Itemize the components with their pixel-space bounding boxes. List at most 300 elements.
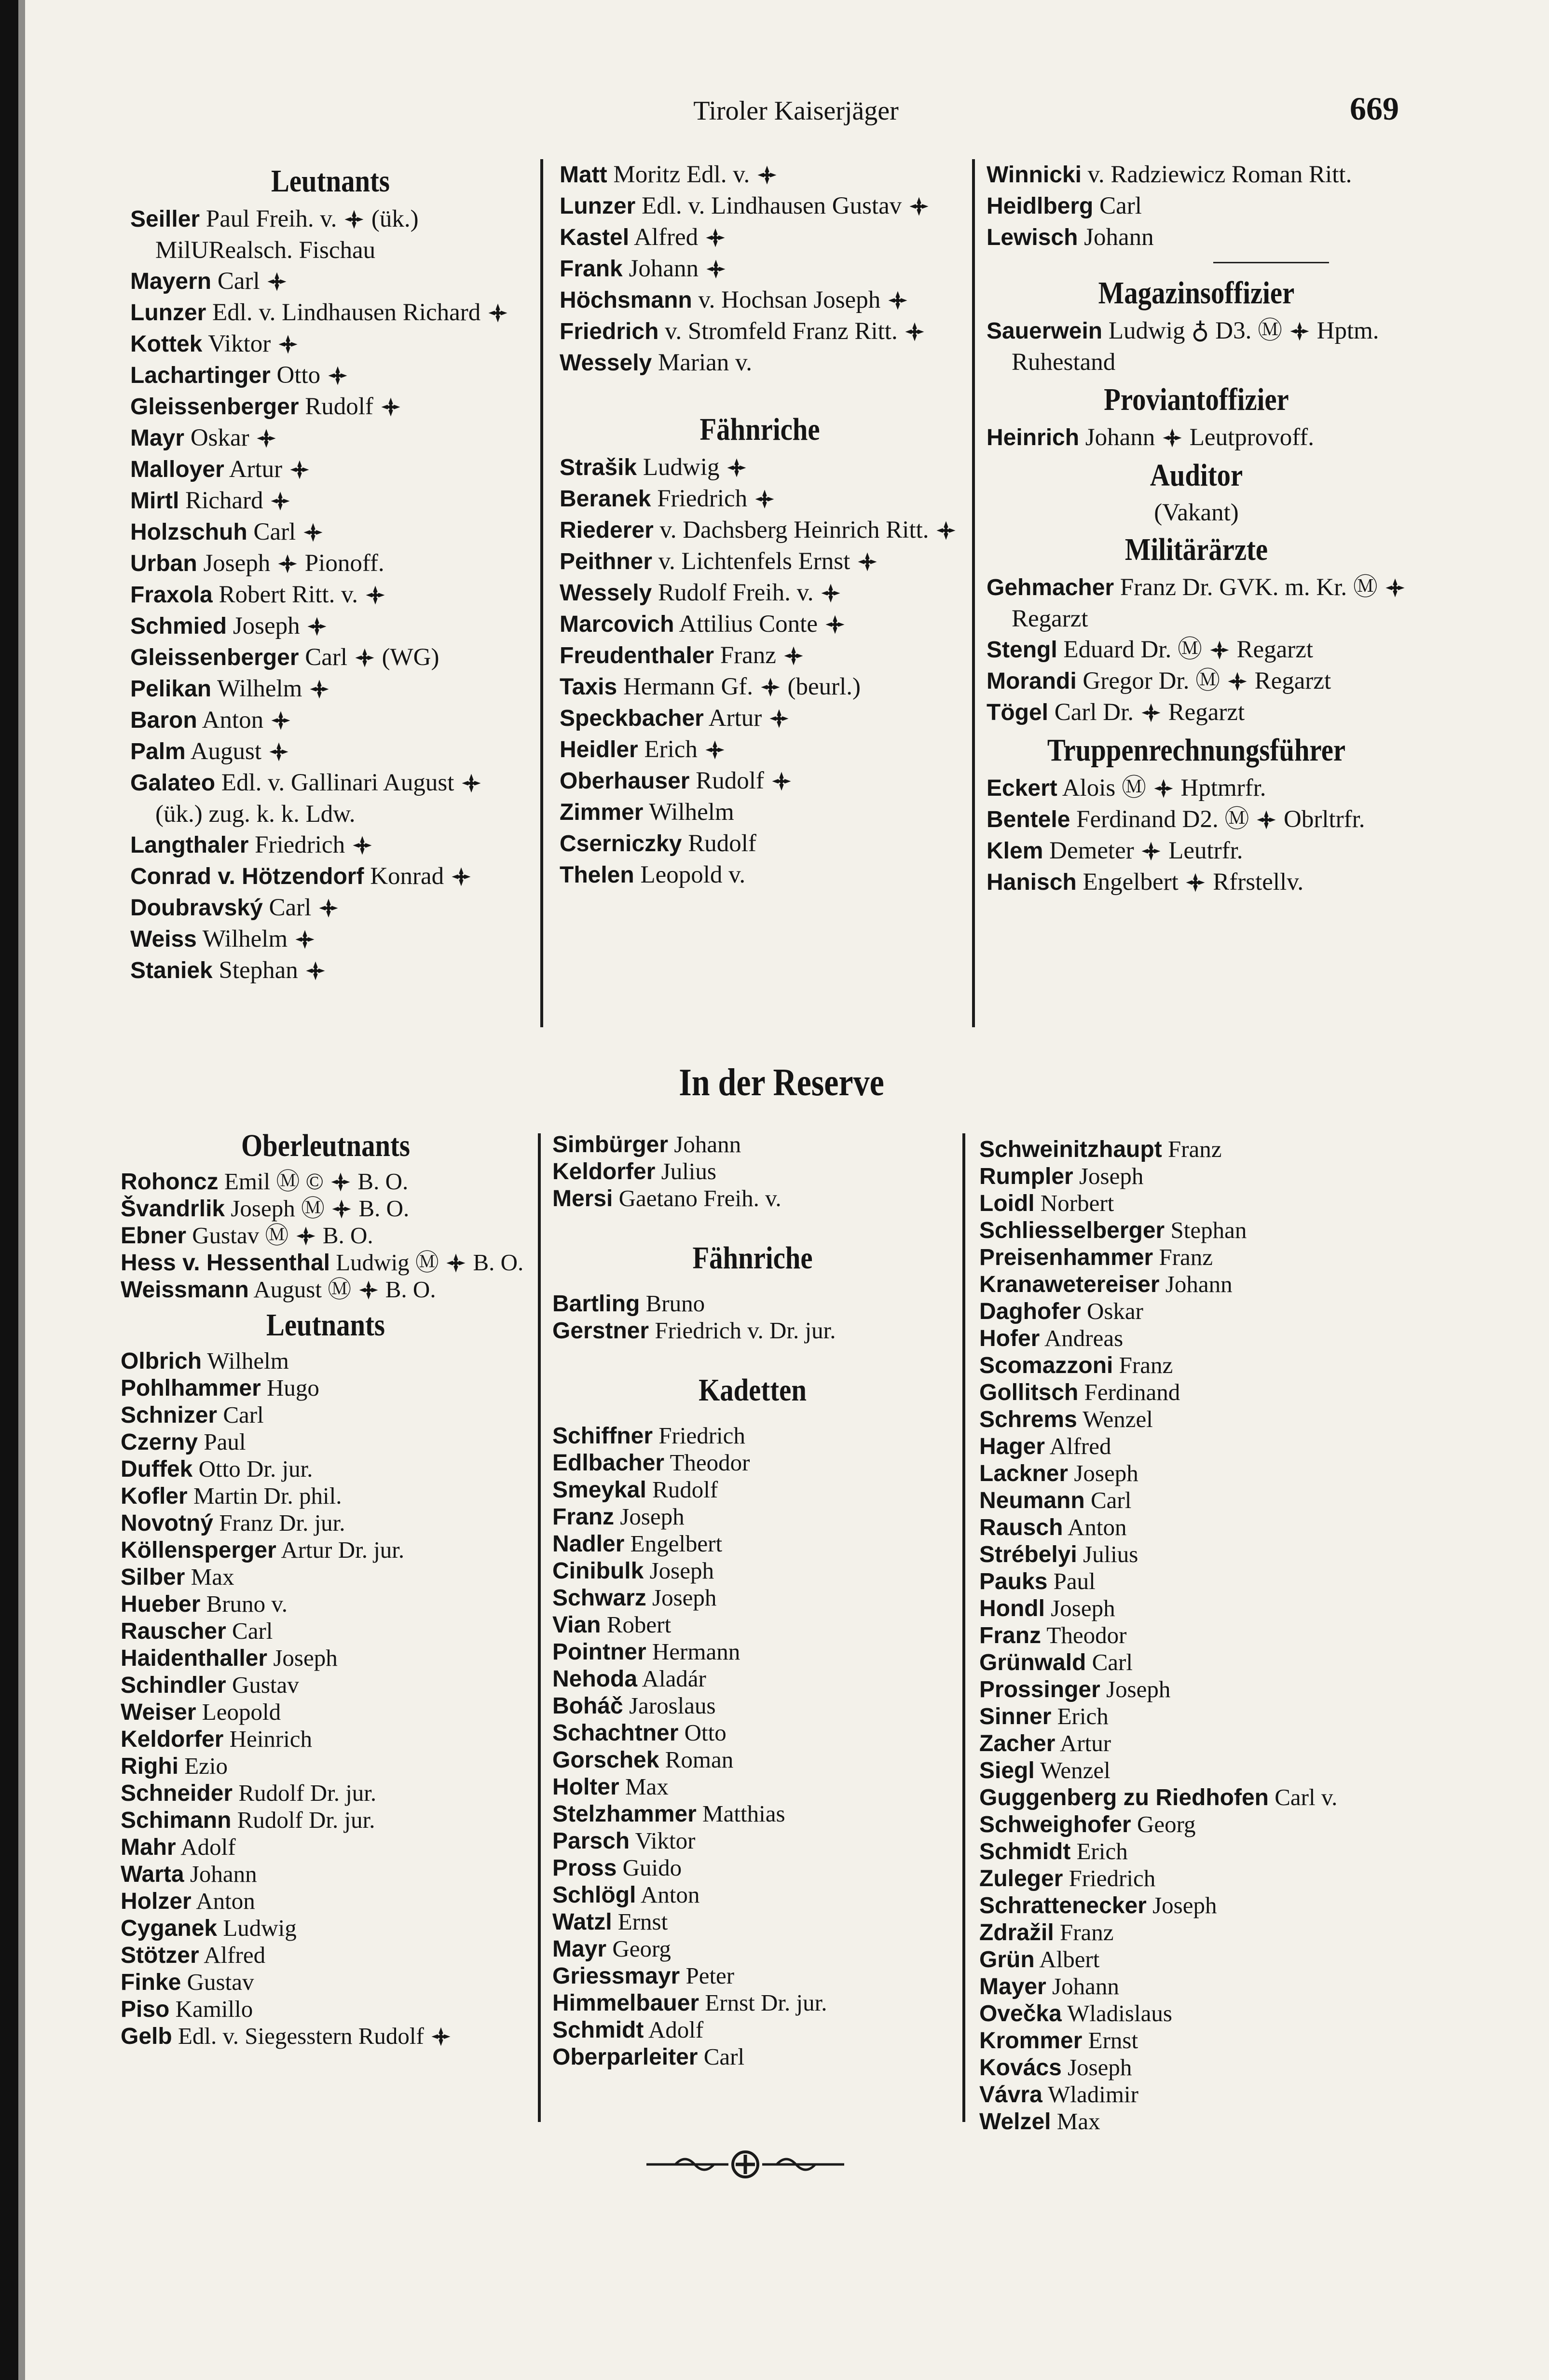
roster-entry: [560, 797, 960, 828]
entry-details: Wladimir: [1048, 2081, 1138, 2108]
entry-details: Emil Ⓜ © B. O.: [224, 1168, 409, 1195]
roster-entry: [979, 1433, 1404, 1460]
entry-surname: Sauerwein: [987, 318, 1103, 344]
roster-entry: [130, 642, 531, 673]
entry-surname: Mayer: [979, 1974, 1046, 1999]
entry-surname: Cinibulk: [552, 1558, 644, 1584]
roster-entry: [979, 1514, 1404, 1541]
entry-details: Konrad: [370, 863, 472, 890]
entry-details: Joseph: [652, 1584, 717, 1611]
entry-details: Paul: [204, 1428, 246, 1455]
roster-entry: [130, 517, 531, 548]
entry-details: Joseph: [1106, 1676, 1171, 1702]
entry-surname: Daghofer: [979, 1299, 1081, 1324]
entry-details: Alfred: [204, 1942, 266, 1968]
entry-details: Alfred: [1049, 1433, 1111, 1459]
entry-surname: Haidenthaller: [121, 1646, 268, 1671]
roster-entry: [560, 671, 960, 703]
roster-entry: [130, 611, 531, 642]
roster-entry: [130, 579, 531, 611]
entry-list: [560, 452, 960, 891]
page-number: 669: [1350, 90, 1399, 127]
roster-entry: [130, 548, 531, 579]
entry-surname: Prossinger: [979, 1677, 1100, 1702]
column-rule: [540, 159, 543, 1027]
entry-surname: Himmelbauer: [552, 1990, 699, 2016]
entry-details: Joseph: [1079, 1163, 1144, 1189]
entry-surname: Beranek: [560, 486, 651, 512]
entry-details: Franz: [1059, 1919, 1114, 1945]
entry-details: v. Stromfeld Franz Ritt.: [665, 318, 926, 345]
entry-surname: Gerstner: [552, 1318, 649, 1344]
section-heading-reserve-faehnriche: Fähnriche: [692, 1240, 813, 1276]
entry-details: Richard: [185, 487, 291, 514]
entry-surname: Seiller: [130, 206, 200, 232]
entry-surname: Pohlhammer: [121, 1375, 261, 1401]
entry-details: Attilius Conte: [679, 611, 846, 638]
roster-entry: [560, 222, 960, 253]
entry-details: Ernst Dr. jur.: [705, 1989, 827, 2016]
entry-details: Carl: [1090, 1487, 1132, 1513]
entry-surname: Vávra: [979, 2082, 1042, 2108]
roster-entry: [552, 1773, 953, 1800]
entry-details: Eduard Dr. Ⓜ Regarzt: [1063, 636, 1314, 663]
roster-entry: [552, 1827, 953, 1854]
roster-entry: [552, 1449, 953, 1476]
roster-entry: [121, 1726, 531, 1753]
roster-entry: [130, 955, 531, 986]
roster-entry: [979, 1730, 1404, 1757]
entry-details: Rudolf: [696, 767, 792, 794]
entry-surname: Franz: [979, 1623, 1042, 1648]
entry-details: Joseph: [1068, 2054, 1132, 2081]
roster-entry: [552, 1557, 953, 1584]
roster-entry: [979, 1892, 1404, 1919]
entry-details: Wenzel: [1083, 1406, 1153, 1432]
entry-details: Robert Ritt. v.: [219, 581, 386, 608]
entry-surname: Urban: [130, 551, 197, 576]
roster-entry: [987, 315, 1406, 378]
entry-surname: Rauscher: [121, 1618, 226, 1644]
entry-surname: Peithner: [560, 549, 653, 574]
roster-entry: [121, 1672, 531, 1699]
roster-entry: [130, 830, 531, 861]
entry-details: Bruno v.: [206, 1591, 288, 1617]
entry-details: Ludwig: [223, 1915, 297, 1941]
entry-surname: Kovács: [979, 2055, 1062, 2081]
entry-details: Theodor: [1046, 1622, 1127, 1648]
section-heading-kadetten: Kadetten: [699, 1373, 807, 1408]
entry-surname: Nadler: [552, 1531, 625, 1557]
entry-details: Artur Dr. jur.: [281, 1537, 405, 1563]
roster-entry: [560, 609, 960, 640]
entry-details: Rudolf: [305, 393, 401, 420]
roster-entry: [979, 2000, 1404, 2027]
entry-details: Rudolf: [652, 1476, 718, 1503]
entry-surname: Finke: [121, 1970, 181, 1995]
entry-details: Ferdinand: [1084, 1379, 1180, 1405]
entry-details: Artur: [229, 456, 311, 483]
roster-entry: [552, 2043, 953, 2070]
roster-entry: [979, 1217, 1404, 1244]
roster-entry: [130, 767, 531, 830]
entry-surname: Holzschuh: [130, 519, 247, 545]
roster-entry: [121, 1834, 531, 1861]
entry-surname: Grün: [979, 1947, 1035, 1972]
roster-entry: [121, 1195, 531, 1222]
entry-list: [121, 1347, 531, 2050]
entry-details: Friedrich: [1069, 1865, 1156, 1891]
roster-entry: [121, 1969, 531, 1996]
roster-entry: [979, 1676, 1404, 1703]
entry-details: Gustav Ⓜ B. O.: [192, 1222, 373, 1249]
roster-entry: [130, 297, 531, 328]
entry-surname: Warta: [121, 1862, 184, 1887]
roster-entry: [979, 1946, 1404, 1973]
roster-entry: [121, 1482, 531, 1510]
entry-details: Robert: [606, 1611, 672, 1638]
roster-entry: [552, 1290, 953, 1317]
entry-details: Bruno: [645, 1290, 705, 1317]
entry-surname: Keldorfer: [552, 1159, 656, 1184]
entry-list: [552, 1422, 953, 2070]
roster-entry: [987, 422, 1406, 453]
roster-entry: [987, 190, 1406, 222]
entry-surname: Cserniczky: [560, 831, 682, 857]
entry-surname: Siegl: [979, 1758, 1035, 1783]
roster-entry: [121, 1249, 531, 1276]
roster-entry: [552, 1881, 953, 1908]
entry-surname: Vian: [552, 1612, 601, 1638]
entry-surname: Riederer: [560, 517, 654, 543]
entry-surname: Loidl: [979, 1191, 1035, 1216]
section-heading-truppenrechnungsfuehrer: Truppenrechnungsführer: [1047, 733, 1346, 768]
entry-details: Albert: [1039, 1946, 1100, 1972]
entry-details: Johann: [1165, 1271, 1233, 1297]
entry-surname: Oberhauser: [560, 768, 690, 794]
entry-details: Franz: [1159, 1244, 1213, 1270]
entry-details: Max: [191, 1564, 234, 1590]
roster-entry: [552, 1476, 953, 1503]
entry-details: Ernst: [617, 1908, 668, 1935]
entry-surname: Kastel: [560, 225, 630, 250]
entry-details: Anton: [196, 1888, 255, 1914]
entry-details: Hermann Gf. (beurl.): [623, 673, 861, 700]
roster-entry: [987, 634, 1406, 666]
roster-entry: [130, 861, 531, 892]
roster-entry: [121, 1807, 531, 1834]
roster-entry: [121, 1455, 531, 1482]
entry-details: Hermann: [652, 1638, 740, 1665]
entry-surname: Keldorfer: [121, 1727, 224, 1752]
entry-surname: Schrattenecker: [979, 1893, 1147, 1918]
entry-details: Julius: [661, 1158, 716, 1184]
entry-surname: Gorschek: [552, 1747, 659, 1773]
roster-entry: [979, 1838, 1404, 1865]
roster-entry: [121, 1168, 531, 1195]
entry-details: Carl: [253, 518, 324, 545]
entry-details: Theodor: [670, 1449, 750, 1476]
entry-details: Georg: [1137, 1811, 1196, 1837]
entry-details: Martin Dr. phil.: [193, 1482, 342, 1509]
roster-entry: [552, 1854, 953, 1881]
entry-surname: Doubravský: [130, 895, 263, 921]
roster-entry: [121, 1942, 531, 1969]
entry-surname: Parsch: [552, 1828, 630, 1854]
roster-entry: [552, 1185, 953, 1212]
roster-entry: [552, 1746, 953, 1773]
entry-surname: Schrems: [979, 1407, 1077, 1432]
entry-details: Otto: [277, 362, 349, 389]
entry-surname: Weissmann: [121, 1277, 249, 1303]
entry-details: Wenzel: [1040, 1757, 1110, 1783]
entry-surname: Preisenhammer: [979, 1245, 1153, 1270]
entry-surname: Schliesselberger: [979, 1218, 1165, 1243]
top-column-2: [560, 159, 960, 891]
entry-details: v. Radziewicz Roman Ritt.: [1087, 161, 1352, 188]
entry-surname: Conrad v. Hötzendorf: [130, 864, 364, 889]
roster-entry: [979, 1541, 1404, 1568]
roster-entry: [560, 285, 960, 316]
entry-surname: Holter: [552, 1774, 619, 1800]
roster-entry: [552, 1989, 953, 2016]
roster-entry: [560, 515, 960, 546]
entry-list: [987, 773, 1406, 898]
roster-entry: [121, 1591, 531, 1618]
entry-details: Carl: [218, 268, 288, 295]
entry-details: Andreas: [1044, 1325, 1124, 1351]
roster-entry: [987, 835, 1406, 867]
entry-details: Ferdinand D2. Ⓜ Obrltrfr.: [1076, 806, 1365, 833]
entry-details: Edl. v. Siegesstern Rudolf: [178, 2023, 452, 2049]
entry-surname: Mayr: [130, 425, 185, 451]
entry-surname: Czerny: [121, 1429, 198, 1455]
entry-details: Demeter Leutrfr.: [1049, 837, 1243, 864]
entry-details: Roman: [665, 1746, 734, 1773]
entry-details: Engelbert Rfrstellv.: [1083, 869, 1304, 896]
entry-surname: Krommer: [979, 2028, 1083, 2054]
entry-list: [987, 159, 1406, 253]
entry-surname: Oberparleiter: [552, 2044, 698, 2070]
entry-details: Leopold v.: [640, 861, 746, 888]
roster-entry: [560, 577, 960, 609]
entry-surname: Weiss: [130, 926, 197, 952]
entry-surname: Mayern: [130, 269, 212, 294]
entry-surname: Cyganek: [121, 1916, 218, 1941]
entry-list: [987, 572, 1406, 728]
roster-entry: [121, 1347, 531, 1374]
entry-surname: Welzel: [979, 2109, 1051, 2135]
roster-entry: [979, 1595, 1404, 1622]
section-heading-leutnants: Leutnants: [271, 163, 390, 199]
roster-entry: [552, 2016, 953, 2043]
roster-entry: [130, 485, 531, 517]
entry-surname: Sinner: [979, 1704, 1052, 1729]
roster-entry: [979, 1487, 1404, 1514]
entry-details: Carl (WG): [305, 644, 439, 671]
entry-details: Leopold: [202, 1699, 281, 1725]
entry-surname: Weiser: [121, 1700, 196, 1725]
roster-entry: [552, 1692, 953, 1719]
roster-entry: [979, 1703, 1404, 1730]
entry-surname: Hofer: [979, 1326, 1040, 1351]
roster-entry: [552, 1611, 953, 1638]
entry-details: Carl Dr. Regarzt: [1054, 699, 1245, 726]
entry-surname: Gleissenberger: [130, 394, 299, 420]
section-heading-magazinsoffizier: Magazinsoffizier: [1098, 275, 1295, 311]
entry-details: Georg: [612, 1935, 671, 1962]
entry-surname: Marcovich: [560, 612, 674, 637]
roster-entry: [979, 1784, 1404, 1811]
entry-surname: Mersi: [552, 1186, 613, 1211]
column-rule: [972, 159, 975, 1027]
entry-details: Alfred: [634, 224, 727, 251]
entry-details: Moritz Edl. v.: [613, 161, 778, 188]
entry-surname: Winnicki: [987, 162, 1082, 188]
entry-surname: Eckert: [987, 775, 1057, 801]
top-column-1: [130, 159, 531, 986]
entry-surname: Silber: [121, 1564, 185, 1590]
entry-surname: Heidlberg: [987, 193, 1094, 219]
section-heading-proviantoffizier: Proviantoffizier: [1104, 382, 1289, 417]
entry-surname: Schindler: [121, 1673, 226, 1698]
entry-details: Franz: [1119, 1352, 1173, 1378]
entry-details: Otto Dr. jur.: [198, 1455, 313, 1482]
entry-surname: Edlbacher: [552, 1450, 665, 1476]
roster-entry: [560, 316, 960, 347]
entry-details: Joseph: [233, 612, 329, 639]
roster-entry: [987, 159, 1406, 190]
entry-surname: Piso: [121, 1997, 170, 2022]
entry-surname: Lunzer: [130, 300, 206, 326]
entry-details: Franz: [720, 642, 805, 669]
entry-surname: Hanisch: [987, 870, 1077, 895]
roster-entry: [987, 666, 1406, 697]
entry-details: Gaetano Freih. v.: [618, 1185, 781, 1211]
page-edge-fold: [18, 0, 25, 2380]
roster-entry: [979, 1568, 1404, 1595]
entry-details: Kamillo: [175, 1996, 253, 2022]
entry-details: v. Lichtenfels Ernst: [658, 548, 878, 575]
roster-entry: [121, 1276, 531, 1303]
entry-surname: Schneider: [121, 1781, 233, 1806]
roster-entry: [979, 1622, 1404, 1649]
roster-entry: [560, 347, 960, 379]
roster-entry: [552, 1422, 953, 1449]
roster-entry: [979, 1460, 1404, 1487]
roster-entry: [121, 1537, 531, 1564]
page-header-title: Tiroler Kaiserjäger: [693, 96, 899, 126]
entry-surname: Hondl: [979, 1596, 1045, 1621]
entry-details: Anton: [640, 1881, 700, 1908]
entry-details: Carl v.: [1275, 1784, 1338, 1810]
entry-surname: Zacher: [979, 1731, 1056, 1756]
entry-list: [130, 204, 531, 986]
roster-entry: [979, 2027, 1404, 2054]
entry-surname: Mahr: [121, 1835, 176, 1860]
entry-surname: Strašik: [560, 455, 637, 480]
entry-surname: Wessely: [560, 580, 652, 606]
roster-entry: [130, 391, 531, 422]
entry-details: Wilhelm: [649, 799, 734, 826]
entry-surname: Matt: [560, 162, 607, 188]
entry-surname: Schweighofer: [979, 1812, 1131, 1837]
roster-entry: [121, 1888, 531, 1915]
entry-surname: Righi: [121, 1754, 178, 1779]
roster-entry: [130, 266, 531, 297]
entry-surname: Galateo: [130, 770, 216, 796]
section-divider: [1213, 262, 1329, 263]
entry-surname: Schwarz: [552, 1585, 646, 1611]
entry-surname: Boháč: [552, 1693, 623, 1719]
entry-surname: Schiffner: [552, 1423, 653, 1449]
entry-surname: Schimann: [121, 1808, 232, 1833]
entry-details: Joseph: [1152, 1892, 1217, 1918]
entry-details: Engelbert: [630, 1530, 723, 1557]
roster-entry: [979, 2108, 1404, 2135]
roster-entry: [979, 1406, 1404, 1433]
entry-details: Marian v.: [658, 349, 752, 376]
entry-surname: Olbrich: [121, 1348, 202, 1374]
entry-details: Anton: [202, 707, 292, 734]
entry-surname: Franz: [552, 1504, 615, 1530]
reserve-column-2: [552, 1131, 953, 2070]
roster-entry: [130, 422, 531, 454]
entry-surname: Speckbacher: [560, 706, 704, 731]
entry-surname: Guggenberg zu Riedhofen: [979, 1785, 1269, 1810]
roster-entry: [130, 360, 531, 391]
roster-entry: [121, 1618, 531, 1645]
roster-entry: [130, 673, 531, 705]
entry-surname: Kranawetereiser: [979, 1272, 1160, 1297]
entry-details: Otto: [684, 1719, 727, 1746]
entry-details: Alois Ⓜ Hptmrfr.: [1062, 775, 1266, 802]
entry-details: Hugo: [267, 1374, 319, 1401]
roster-entry: [121, 1510, 531, 1537]
roster-entry: [121, 1996, 531, 2023]
entry-surname: Pauks: [979, 1569, 1048, 1594]
roster-entry: [121, 1374, 531, 1401]
column-rule: [962, 1133, 965, 2122]
roster-entry: [552, 1317, 953, 1344]
entry-surname: Zdražil: [979, 1920, 1054, 1945]
entry-list: [987, 422, 1406, 453]
roster-entry: [121, 1699, 531, 1726]
entry-details: Artur: [709, 705, 790, 732]
entry-surname: Lackner: [979, 1461, 1069, 1486]
entry-surname: Nehoda: [552, 1666, 638, 1692]
entry-details: Artur: [1059, 1730, 1111, 1756]
roster-entry: [552, 1638, 953, 1665]
section-heading-faehnriche: Fähnriche: [699, 412, 820, 447]
entry-surname: Schachtner: [552, 1720, 679, 1746]
roster-entry: [560, 703, 960, 734]
roster-entry: [121, 1780, 531, 1807]
roster-entry: [560, 828, 960, 859]
reserve-column-3: [979, 1136, 1404, 2135]
roster-entry: [130, 736, 531, 767]
entry-details: Rudolf Dr. jur.: [237, 1807, 375, 1833]
roster-entry: [979, 1649, 1404, 1676]
entry-details: Ezio: [184, 1753, 228, 1779]
entry-details: Ernst: [1088, 2027, 1138, 2054]
entry-surname: Novotný: [121, 1510, 213, 1536]
entry-details: Johann: [1052, 1973, 1119, 1999]
roster-entry: [987, 222, 1406, 253]
section-heading-auditor: Auditor: [1150, 458, 1243, 493]
entry-details: Franz Dr. jur.: [219, 1510, 345, 1536]
entry-surname: Zimmer: [560, 800, 644, 825]
